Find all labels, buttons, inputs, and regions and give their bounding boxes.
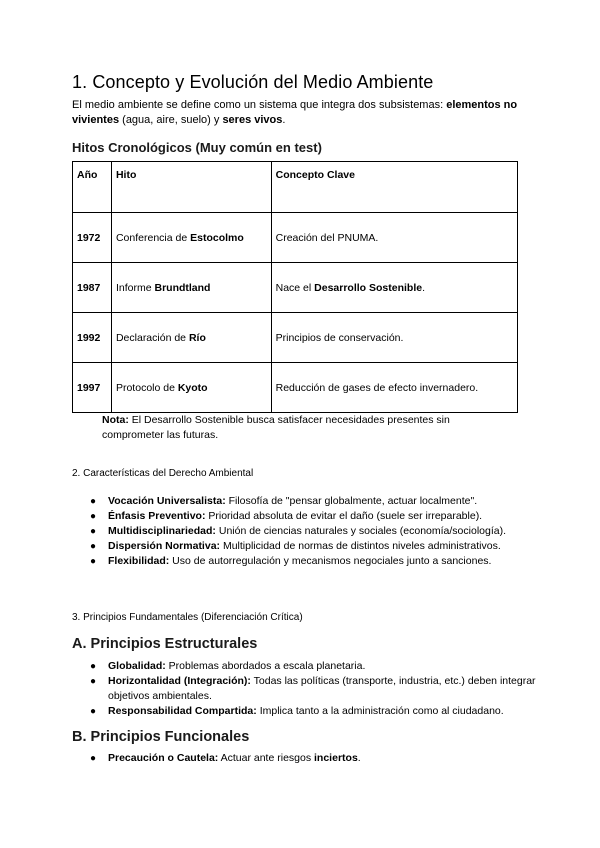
list-item <box>90 704 540 719</box>
hito-bold: Brundtland <box>154 281 211 294</box>
intro-text: (agua, aire, suelo) y <box>119 114 223 126</box>
item-bold: inciertos <box>314 752 358 764</box>
note-text: El Desarrollo Sostenible busca satisfacer necesidades presentes sin comprometer las futuras. <box>102 414 450 441</box>
hito-text: Declaración de <box>115 331 189 344</box>
bullet-icon: ● <box>90 496 97 507</box>
list-item <box>90 494 540 509</box>
column-header-hito: Hito <box>111 162 271 213</box>
list-item <box>90 674 540 704</box>
item-label: Dispersión Normativa: <box>108 540 221 552</box>
concept-text: Principios de conservación. <box>275 331 404 344</box>
list-item <box>90 524 540 539</box>
hito-bold: Río <box>188 331 206 344</box>
hito-cell <box>111 263 271 313</box>
item-label: Globalidad: <box>108 660 166 672</box>
item-text: Filosofía de "pensar globalmente, actuar localmente". <box>225 495 478 507</box>
hito-cell <box>111 363 271 413</box>
item-text: Multiplicidad de normas de distintos niveles administrativos. <box>220 540 501 552</box>
column-header-concept: Concepto Clave <box>271 162 517 213</box>
bullet-icon: ● <box>90 661 97 672</box>
item-text: Problemas abordados a escala planetaria. <box>165 660 366 672</box>
hitos-title: Hitos Cronológicos (Muy común en test) <box>72 140 322 155</box>
subsection-b-list <box>90 751 540 766</box>
table-row <box>73 263 518 313</box>
concept-text: Reducción de gases de efecto invernadero. <box>275 381 479 394</box>
year-cell: 1992 <box>73 313 112 363</box>
section-1-title: 1. Concepto y Evolución del Medio Ambiente <box>72 72 434 92</box>
item-label: Vocación Universalista: <box>108 495 226 507</box>
item-text: Unión de ciencias naturales y sociales (economía/sociología). <box>215 525 507 537</box>
subsection-b-title: B. Principios Funcionales <box>72 729 250 745</box>
hito-bold: Kyoto <box>177 381 208 394</box>
column-header-year: Año <box>73 162 112 213</box>
year-cell: 1987 <box>73 263 112 313</box>
item-text: . <box>357 752 361 764</box>
section-3-title: 3. Principios Fundamentales (Diferenciación Crítica) <box>72 612 303 623</box>
item-text: Uso de autorregulación y mecanismos negociales junto a sanciones. <box>169 555 492 567</box>
list-item <box>90 509 540 524</box>
item-label: Precaución o Cautela: <box>108 752 219 764</box>
intro-paragraph <box>72 98 542 128</box>
concept-text: . <box>422 281 426 294</box>
table-row <box>73 213 518 263</box>
item-label: Flexibilidad: <box>108 555 170 567</box>
intro-bold-term: seres vivos <box>222 114 283 126</box>
bullet-icon: ● <box>90 753 97 764</box>
bullet-icon: ● <box>90 556 97 567</box>
item-label: Horizontalidad (Integración): <box>108 675 251 687</box>
intro-text: El medio ambiente se define como un sistema que integra dos subsistemas: <box>72 99 447 111</box>
list-item <box>90 751 540 766</box>
bullet-icon: ● <box>90 676 97 687</box>
section-2-title: 2. Características del Derecho Ambiental <box>72 468 254 479</box>
concept-cell <box>271 363 517 413</box>
bullet-icon: ● <box>90 526 97 537</box>
subsection-a-title: A. Principios Estructurales <box>72 636 258 652</box>
bullet-icon: ● <box>90 511 97 522</box>
table-row <box>73 363 518 413</box>
list-item <box>90 554 540 569</box>
year-cell: 1997 <box>73 363 112 413</box>
hito-cell <box>111 213 271 263</box>
item-text: Todas las políticas (transporte, industria, etc.) deben integrar objetivos ambientales. <box>108 675 536 702</box>
intro-text: . <box>282 114 286 126</box>
item-text: Implica tanto a la administración como al ciudadano. <box>256 705 504 717</box>
intro-bold-term: elementos no vivientes <box>72 99 518 126</box>
hito-text: Conferencia de <box>115 231 191 244</box>
item-text: Prioridad absoluta de evitar el daño (suele ser irreparable). <box>205 510 483 522</box>
concept-bold: Desarrollo Sostenible <box>314 281 423 294</box>
hitos-table <box>72 161 518 413</box>
concept-cell <box>271 313 517 363</box>
list-item <box>90 659 540 674</box>
item-label: Énfasis Preventivo: <box>108 510 206 522</box>
concept-cell <box>271 213 517 263</box>
hito-cell <box>111 313 271 363</box>
table-row <box>73 313 518 363</box>
hito-text: Protocolo de <box>115 381 178 394</box>
table-note <box>102 413 502 443</box>
year-cell: 1972 <box>73 213 112 263</box>
bullet-icon: ● <box>90 706 97 717</box>
bullet-icon: ● <box>90 541 97 552</box>
item-label: Responsabilidad Compartida: <box>108 705 257 717</box>
subsection-a-list <box>90 659 540 719</box>
section-2-list <box>90 494 540 569</box>
list-item <box>90 539 540 554</box>
item-text: Actuar ante riesgos <box>218 752 315 764</box>
note-label: Nota: <box>102 414 129 426</box>
item-label: Multidisciplinariedad: <box>108 525 216 537</box>
concept-text: Nace el <box>275 281 315 294</box>
concept-text: Creación del PNUMA. <box>275 231 379 244</box>
table-header-row <box>73 162 518 213</box>
hito-bold: Estocolmo <box>190 231 244 244</box>
concept-cell <box>271 263 517 313</box>
hito-text: Informe <box>115 281 155 294</box>
